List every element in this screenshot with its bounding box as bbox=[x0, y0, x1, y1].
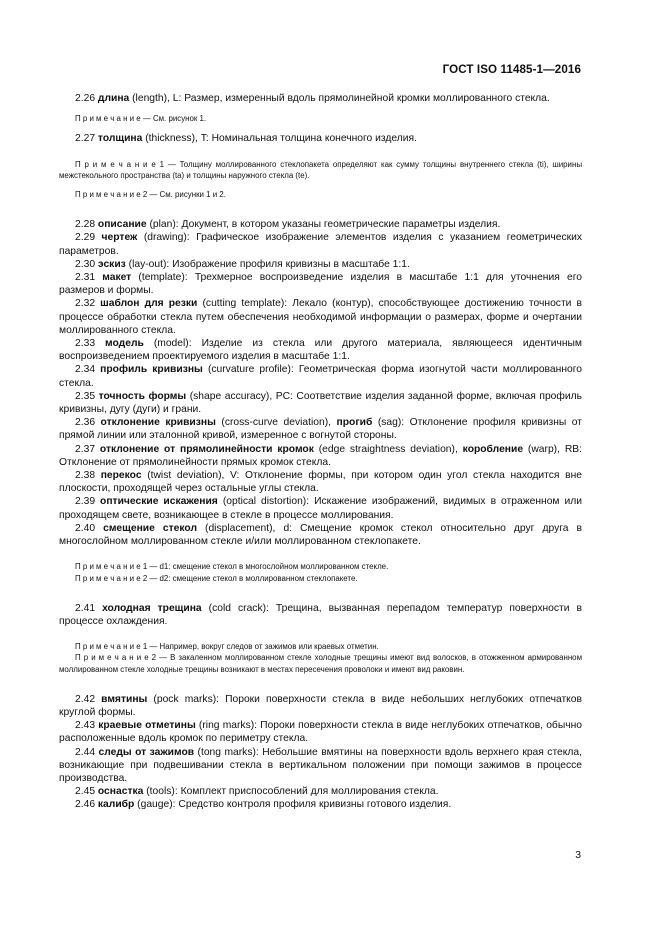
entry-2-27: 2.27 толщина (thickness), T: Номинальная толщина конечного изделия. bbox=[75, 133, 417, 145]
entry-2-40: 2.40 смещение стекол (displacement), d: Смещение кромок стекол относительно друг друга в многослойном моллированном стекле и/или моллированном стеклопакете. bbox=[59, 522, 582, 548]
entry-2-32: 2.32 шаблон для резки (cutting template): Лекало (контур), способствующее достижению точности в процессе обработки стекла путем обеспечения необходимой информации о размерах, форме и очертании моллированного стекла. bbox=[59, 298, 582, 336]
entry-2-46: 2.46 калибр (gauge): Средство контроля профиля кривизны готового изделия. bbox=[75, 799, 452, 811]
entry-2-35: 2.35 точность формы (shape accuracy), PC: Соответствие изделия заданной форме, включая профиль кривизны, дугу (дуги) и грани. bbox=[59, 390, 582, 416]
document-body bbox=[59, 92, 582, 812]
entry-2-39: 2.39 оптические искажения (optical distortion): Искажение изображений, видимых в отраженном или проходящем свете, возникающее в стекле в процессе моллирования. bbox=[59, 496, 583, 521]
entry-2-28: 2.28 описание (plan): Документ, в котором указаны геометрические параметры изделия. bbox=[75, 219, 501, 231]
note-2-41-1: П р и м е ч а н и е 1 — Например, вокруг следов от зажимов или краевых отметин. bbox=[75, 642, 379, 652]
note-2-40-1: П р и м е ч а н и е 1 — d1: смещение стекол в многослойном моллированном стекле. bbox=[75, 562, 389, 572]
entry-2-42: 2.42 вмятины (pock marks): Пороки поверхности стекла в виде небольших неглубоких отпечатков круглой формы. bbox=[59, 693, 582, 718]
entry-2-31: 2.31 макет (template): Трехмерное воспроизведение изделия в масштабе 1:1 для уточнения его размеров и формы. bbox=[59, 272, 582, 297]
note-2-27-2: П р и м е ч а н и е 2 — См. рисунки 1 и 2. bbox=[75, 190, 226, 200]
entry-2-33: 2.33 модель (model): Изделие из стекла или другого материала, являющееся идентичным воспроизведением проектируемого изделия в масштабе 1:1. bbox=[59, 338, 582, 363]
entry-2-34: 2.34 профиль кривизны (curvature profile): Геометрическая форма изогнутой части моллированного стекла. bbox=[59, 364, 582, 389]
document-header: ГОСТ ISO 11485-1—2016 bbox=[442, 63, 581, 76]
note-2-27-1: П р и м е ч а н и е 1 — Толщину моллированного стеклопакета определяют как сумму толщины внутреннего стекла (ti), ширины межстекольного пространства (ta) и толщины наружного стекла (te). bbox=[59, 159, 582, 180]
page-number: 3 bbox=[575, 850, 581, 861]
entry-2-37: 2.37 отклонение от прямолинейности кромок (edge straightness deviation), коробление (warp), RB: Отклонение от прямолинейности прямых кромок стекла. bbox=[59, 443, 582, 468]
entry-2-38: 2.38 перекос (twist deviation), V: Отклонение формы, при котором один угол стекла находится вне плоскости, проходящей через остальные углы стекла. bbox=[59, 470, 582, 495]
entry-2-29: 2.29 чертеж (drawing): Графическое изображение элементов изделия с указанием геометрических параметров. bbox=[59, 232, 582, 257]
entry-2-43: 2.43 краевые отметины (ring marks): Пороки поверхности стекла в виде неглубоких отпечатков, обычно расположенные вдоль кромок по периметру стекла. bbox=[59, 720, 583, 745]
entry-2-36: 2.36 отклонение кривизны (cross-curve deviation), прогиб (sag): Отклонение профиля кривизны от прямой линии или эталонной кривой, измеренное с вогнутой стороны. bbox=[59, 417, 582, 442]
entry-2-45: 2.45 оснастка (tools): Комплект приспособлений для моллирования стекла. bbox=[75, 786, 439, 798]
note-2-41-2: П р и м е ч а н и е 2 — В закаленном моллированном стекле холодные трещины имеют вид волосков, в отожженном армированном моллированном стекле холодные трещины возникают в местах пересечения проволоки и имеют вид раковин. bbox=[59, 653, 582, 674]
entry-2-30: 2.30 эскиз (lay-out): Изображение профиля кривизны в масштабе 1:1. bbox=[75, 258, 410, 270]
entry-2-41: 2.41 холодная трещина (cold crack): Трещина, вызванная перепадом температур поверхности в процессе охлаждения. bbox=[59, 602, 583, 627]
entry-2-44: 2.44 следы от зажимов (tong marks): Небольшие вмятины на поверхности вдоль верхнего края стекла, возникающие при подвешивании стекла в вертикальном положении при помощи зажимов в процессе производства. bbox=[59, 746, 582, 784]
entry-2-26: 2.26 длина (length), L: Размер, измеренный вдоль прямолинейной кромки моллированного стекла. bbox=[75, 93, 550, 104]
note-2-40-2: П р и м е ч а н и е 2 — d2: смещение стекол в моллированном стеклопакете. bbox=[75, 573, 358, 583]
note-2-26: П р и м е ч а н и е — См. рисунок 1. bbox=[75, 114, 207, 124]
